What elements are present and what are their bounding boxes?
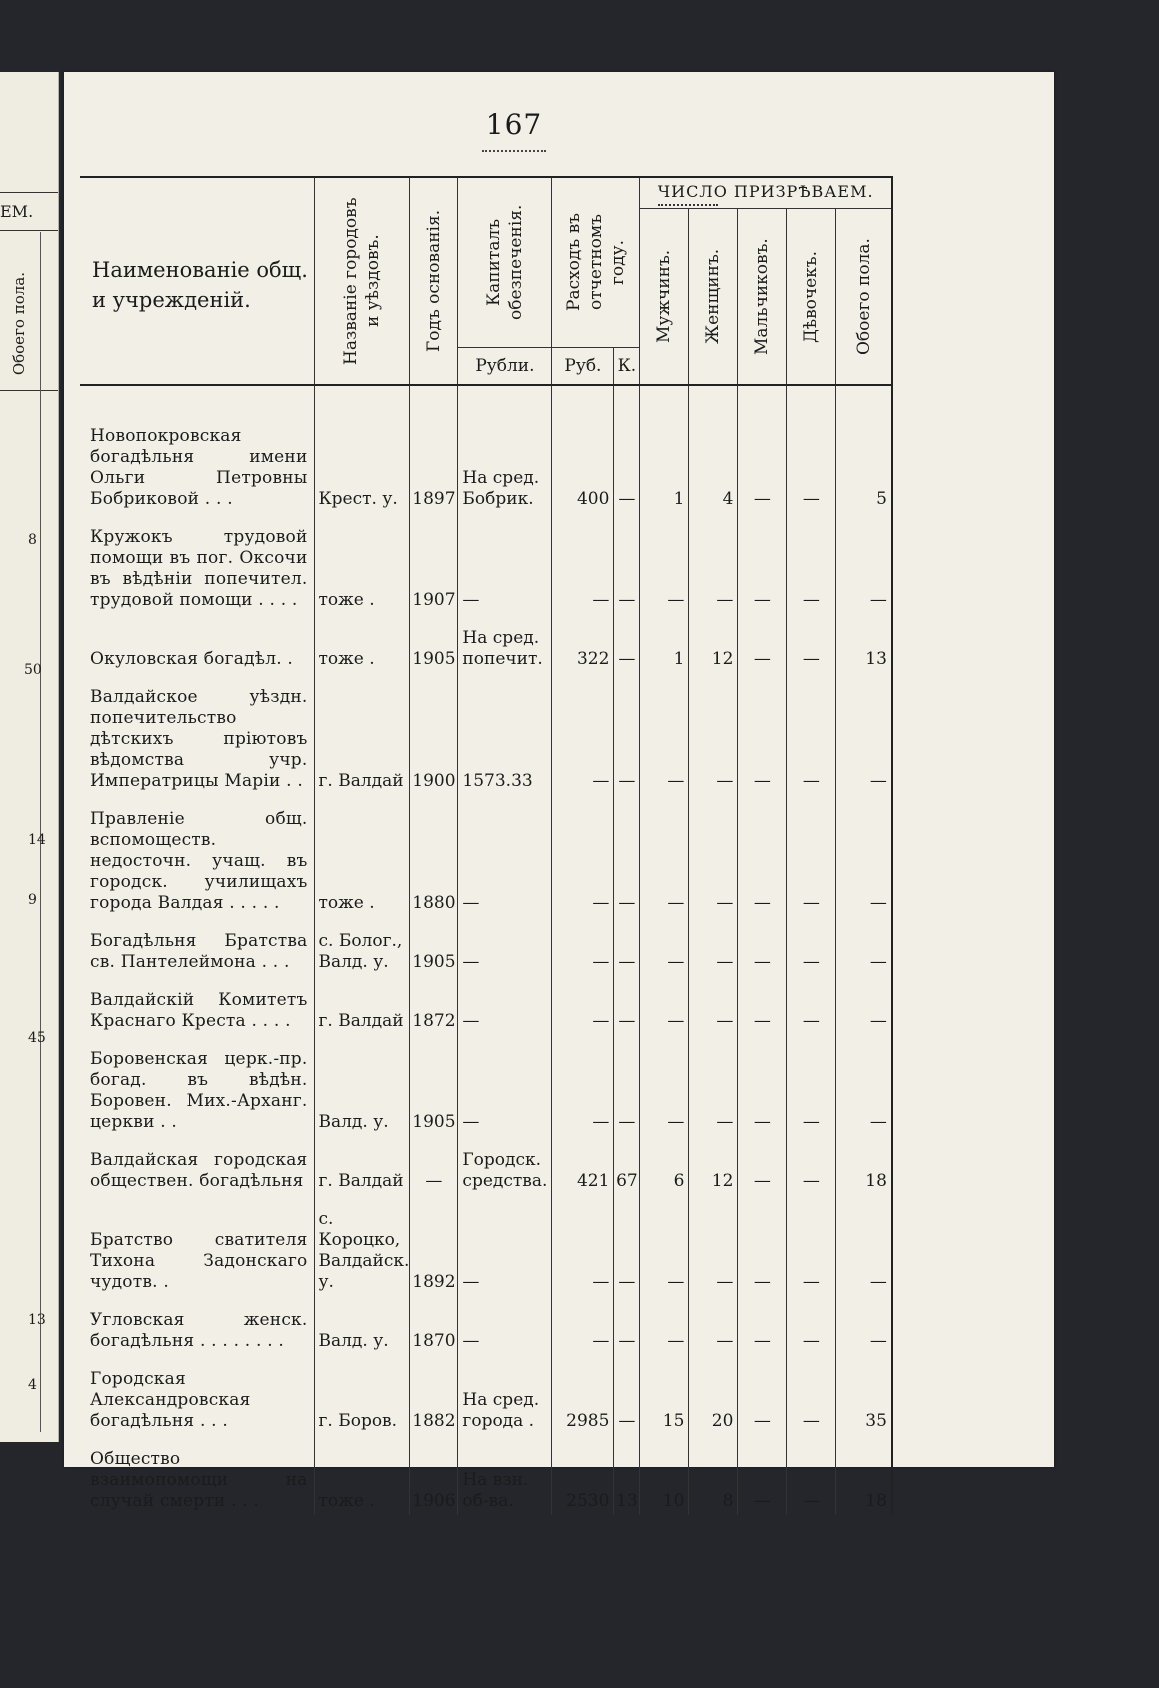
cell-year: 1906 [410,1435,458,1515]
table-header [80,177,892,385]
cell-both: 35 [836,1355,892,1435]
cell-men: 15 [640,1355,689,1435]
cell-boys: — [738,385,787,513]
cell-boys: — [738,1136,787,1195]
cell-name: Новопокровская богадѣльня имени Ольги Петровны Бобриковой . . . [90,426,308,509]
left-page-header: ЕМ. [0,202,34,221]
cell-capital: — [458,917,552,976]
cell-rub: 322 [552,614,614,673]
cell-name: Боровенская церк.-пр. богад. въ вѣдѣн. Боровен. Мих.-Арханг. церкви . . [90,1049,308,1132]
cell-capital: — [458,1035,552,1136]
cell-boys: — [738,513,787,614]
cell-capital: Городск. средства. [458,1136,552,1195]
cell-year: 1897 [410,385,458,513]
cell-men: — [640,795,689,917]
left-page-rule [0,390,58,391]
cell-both: — [836,795,892,917]
cell-men: — [640,1035,689,1136]
cell-kop: — [614,614,640,673]
cell-kop: — [614,1296,640,1355]
cell-men: 10 [640,1435,689,1515]
cell-town: г. Валдай [314,673,410,795]
cell-kop: — [614,385,640,513]
header-year: Годъ основанія. [410,177,458,385]
cell-women: 12 [689,1136,738,1195]
cell-both: 18 [836,1136,892,1195]
table-row [80,1195,892,1296]
cell-girls: — [787,1195,836,1296]
cell-both: — [836,673,892,795]
cell-kop: — [614,1195,640,1296]
cell-men: — [640,1296,689,1355]
table-body [80,385,892,1515]
cell-rub: — [552,976,614,1035]
cell-rub: — [552,795,614,917]
cell-name: Общество взаимопомощи на случай смерти . . . [90,1449,308,1511]
cell-name: Кружокъ трудовой помощи въ пог. Оксочи въ вѣдѣніи попечител. трудовой помощи . . . . [90,527,308,610]
cell-capital: — [458,513,552,614]
cell-rub: 400 [552,385,614,513]
cell-year: 1880 [410,795,458,917]
table-row [80,614,892,673]
cell-both: 18 [836,1435,892,1515]
left-page-column-label: Обоего пола. [10,272,28,376]
cell-women: 20 [689,1355,738,1435]
cell-girls: — [787,1035,836,1136]
cell-both: 5 [836,385,892,513]
cell-both: 13 [836,614,892,673]
cell-women: 8 [689,1435,738,1515]
cell-girls: — [787,1435,836,1515]
page-number: 167 [485,108,543,141]
cell-year: 1892 [410,1195,458,1296]
cell-name: Валдайская городская обществен. богадѣльня [90,1150,308,1191]
page-number-ornament [482,144,546,152]
cell-women: — [689,795,738,917]
cell-town: Валд. у. [314,1296,410,1355]
cell-both: — [836,1195,892,1296]
cell-both: — [836,976,892,1035]
cell-rub: — [552,1035,614,1136]
cell-kop: 67 [614,1136,640,1195]
cell-kop: — [614,1035,640,1136]
cell-men: — [640,917,689,976]
cell-boys: — [738,1355,787,1435]
cell-women: — [689,513,738,614]
header-girls: Дѣвочекъ. [787,209,836,386]
cell-women: — [689,976,738,1035]
cell-kop: — [614,795,640,917]
header-name: Наименованіе общ. и учрежденій. [80,177,314,385]
left-page-number: 14 [28,832,46,848]
unit-kop: К. [614,348,640,386]
cell-kop: 13 [614,1435,640,1515]
cell-capital: — [458,1195,552,1296]
left-page-number: 13 [28,1312,46,1328]
cell-girls: — [787,1296,836,1355]
book-page [64,72,1054,1511]
cell-town: г. Валдай [314,1136,410,1195]
cell-year: 1905 [410,1035,458,1136]
cell-name: Богадѣльня Братства св. Пантелеймона . . . [90,931,308,972]
cell-rub: 421 [552,1136,614,1195]
left-page-number: 9 [28,892,37,908]
charity-table [80,176,893,1515]
cell-both: — [836,513,892,614]
cell-boys: — [738,673,787,795]
cell-name: Братство сватителя Тихона Задонскаго чудотв. . [90,1230,308,1292]
header-both: Обоего пола. [836,209,892,386]
cell-boys: — [738,1035,787,1136]
header-women: Женщинъ. [689,209,738,386]
cell-women: 4 [689,385,738,513]
cell-boys: — [738,917,787,976]
cell-kop: — [614,976,640,1035]
table-row [80,917,892,976]
cell-girls: — [787,1355,836,1435]
cell-capital: — [458,1296,552,1355]
cell-women: 12 [689,614,738,673]
cell-year: 1900 [410,673,458,795]
cell-both: — [836,917,892,976]
cell-town: с. Болог., Валд. у. [314,917,410,976]
cell-men: — [640,1195,689,1296]
cell-girls: — [787,385,836,513]
table-row [80,673,892,795]
cell-capital: На сред. Бобрик. [458,385,552,513]
table-row [80,1136,892,1195]
cell-boys: — [738,614,787,673]
cell-year: 1872 [410,976,458,1035]
cell-capital: — [458,976,552,1035]
cell-name: Окуловская богадѣл. . [90,649,294,669]
cell-men: — [640,513,689,614]
left-page-number: 8 [28,532,37,548]
table-row [80,385,892,513]
cell-girls: — [787,917,836,976]
cell-capital: На сред. попечит. [458,614,552,673]
cell-both: — [836,1035,892,1136]
cell-women: — [689,1035,738,1136]
cell-year: 1870 [410,1296,458,1355]
left-page-edge [0,72,59,1442]
cell-year: 1905 [410,614,458,673]
cell-girls: — [787,795,836,917]
cell-boys: — [738,1195,787,1296]
cell-year: — [410,1136,458,1195]
cell-boys: — [738,1296,787,1355]
table-row [80,1296,892,1355]
cell-town: г. Боров. [314,1355,410,1435]
cell-women: — [689,917,738,976]
cell-rub: — [552,917,614,976]
header-men: Мужчинъ. [640,209,689,386]
cell-kop: — [614,1355,640,1435]
table-row [80,976,892,1035]
cell-capital: 1573.33 [458,673,552,795]
cell-women: — [689,1195,738,1296]
cell-town: тоже . [314,795,410,917]
cell-name: Городская Александровская богадѣльня . . . [90,1369,251,1431]
header-group: ЧИСЛО ПРИЗРѢВАЕМ. [640,177,892,209]
left-page-rule [0,192,58,193]
header-group-dots [658,204,718,206]
cell-girls: — [787,976,836,1035]
cell-year: 1882 [410,1355,458,1435]
cell-girls: — [787,1136,836,1195]
cell-year: 1905 [410,917,458,976]
cell-kop: — [614,673,640,795]
left-page-rule [0,230,58,231]
table-row [80,795,892,917]
cell-girls: — [787,673,836,795]
table-row [80,513,892,614]
cell-boys: — [738,976,787,1035]
cell-both: — [836,1296,892,1355]
header-capital: Капиталъ обезпеченія. [458,177,552,348]
cell-men: — [640,673,689,795]
unit-capital: Рубли. [458,348,552,386]
cell-town: г. Валдай [314,976,410,1035]
cell-girls: — [787,513,836,614]
cell-name: Валдайскій Комитетъ Краснаго Креста . . . . [90,990,308,1031]
header-town: Названіе городовъ и уѣздовъ. [314,177,410,385]
cell-rub: — [552,673,614,795]
cell-kop: — [614,513,640,614]
table-row [80,1355,892,1435]
cell-men: 1 [640,614,689,673]
cell-men: 6 [640,1136,689,1195]
cell-year: 1907 [410,513,458,614]
cell-town: тоже . [314,1435,410,1515]
header-expense: Расходъ въ отчетномъ году. [552,177,640,348]
cell-capital: На сред. города . [458,1355,552,1435]
cell-town: Крест. у. [314,385,410,513]
cell-rub: 2985 [552,1355,614,1435]
cell-men: 1 [640,385,689,513]
cell-capital: На взн. об-ва. [458,1435,552,1515]
cell-boys: — [738,1435,787,1515]
cell-men: — [640,976,689,1035]
cell-women: — [689,1296,738,1355]
cell-town: с. Короцко, Валдайск. у. [314,1195,410,1296]
cell-capital: — [458,795,552,917]
cell-town: тоже . [314,513,410,614]
cell-rub: — [552,1195,614,1296]
header-boys: Мальчиковъ. [738,209,787,386]
table-row [80,1035,892,1136]
cell-town: Валд. у. [314,1035,410,1136]
cell-girls: — [787,614,836,673]
table-row [80,1435,892,1515]
cell-town: тоже . [314,614,410,673]
cell-women: — [689,673,738,795]
cell-rub: — [552,513,614,614]
cell-name: Правленіе общ. вспомоществ. недосточн. учащ. въ городск. училищахъ города Валдая . . . . . [90,809,308,913]
cell-boys: — [738,795,787,917]
unit-rub: Руб. [552,348,614,386]
cell-name: Валдайское уѣздн. попечительство дѣтскихъ пріютовъ вѣдомства учр. Императрицы Маріи . . [90,687,308,791]
cell-rub: — [552,1296,614,1355]
cell-name: Угловская женск. богадѣльня . . . . . . . . [90,1310,308,1351]
left-page-number: 4 [28,1377,37,1393]
left-page-number: 50 [24,662,42,678]
cell-kop: — [614,917,640,976]
cell-rub: 2530 [552,1435,614,1515]
left-page-number: 45 [28,1030,46,1046]
